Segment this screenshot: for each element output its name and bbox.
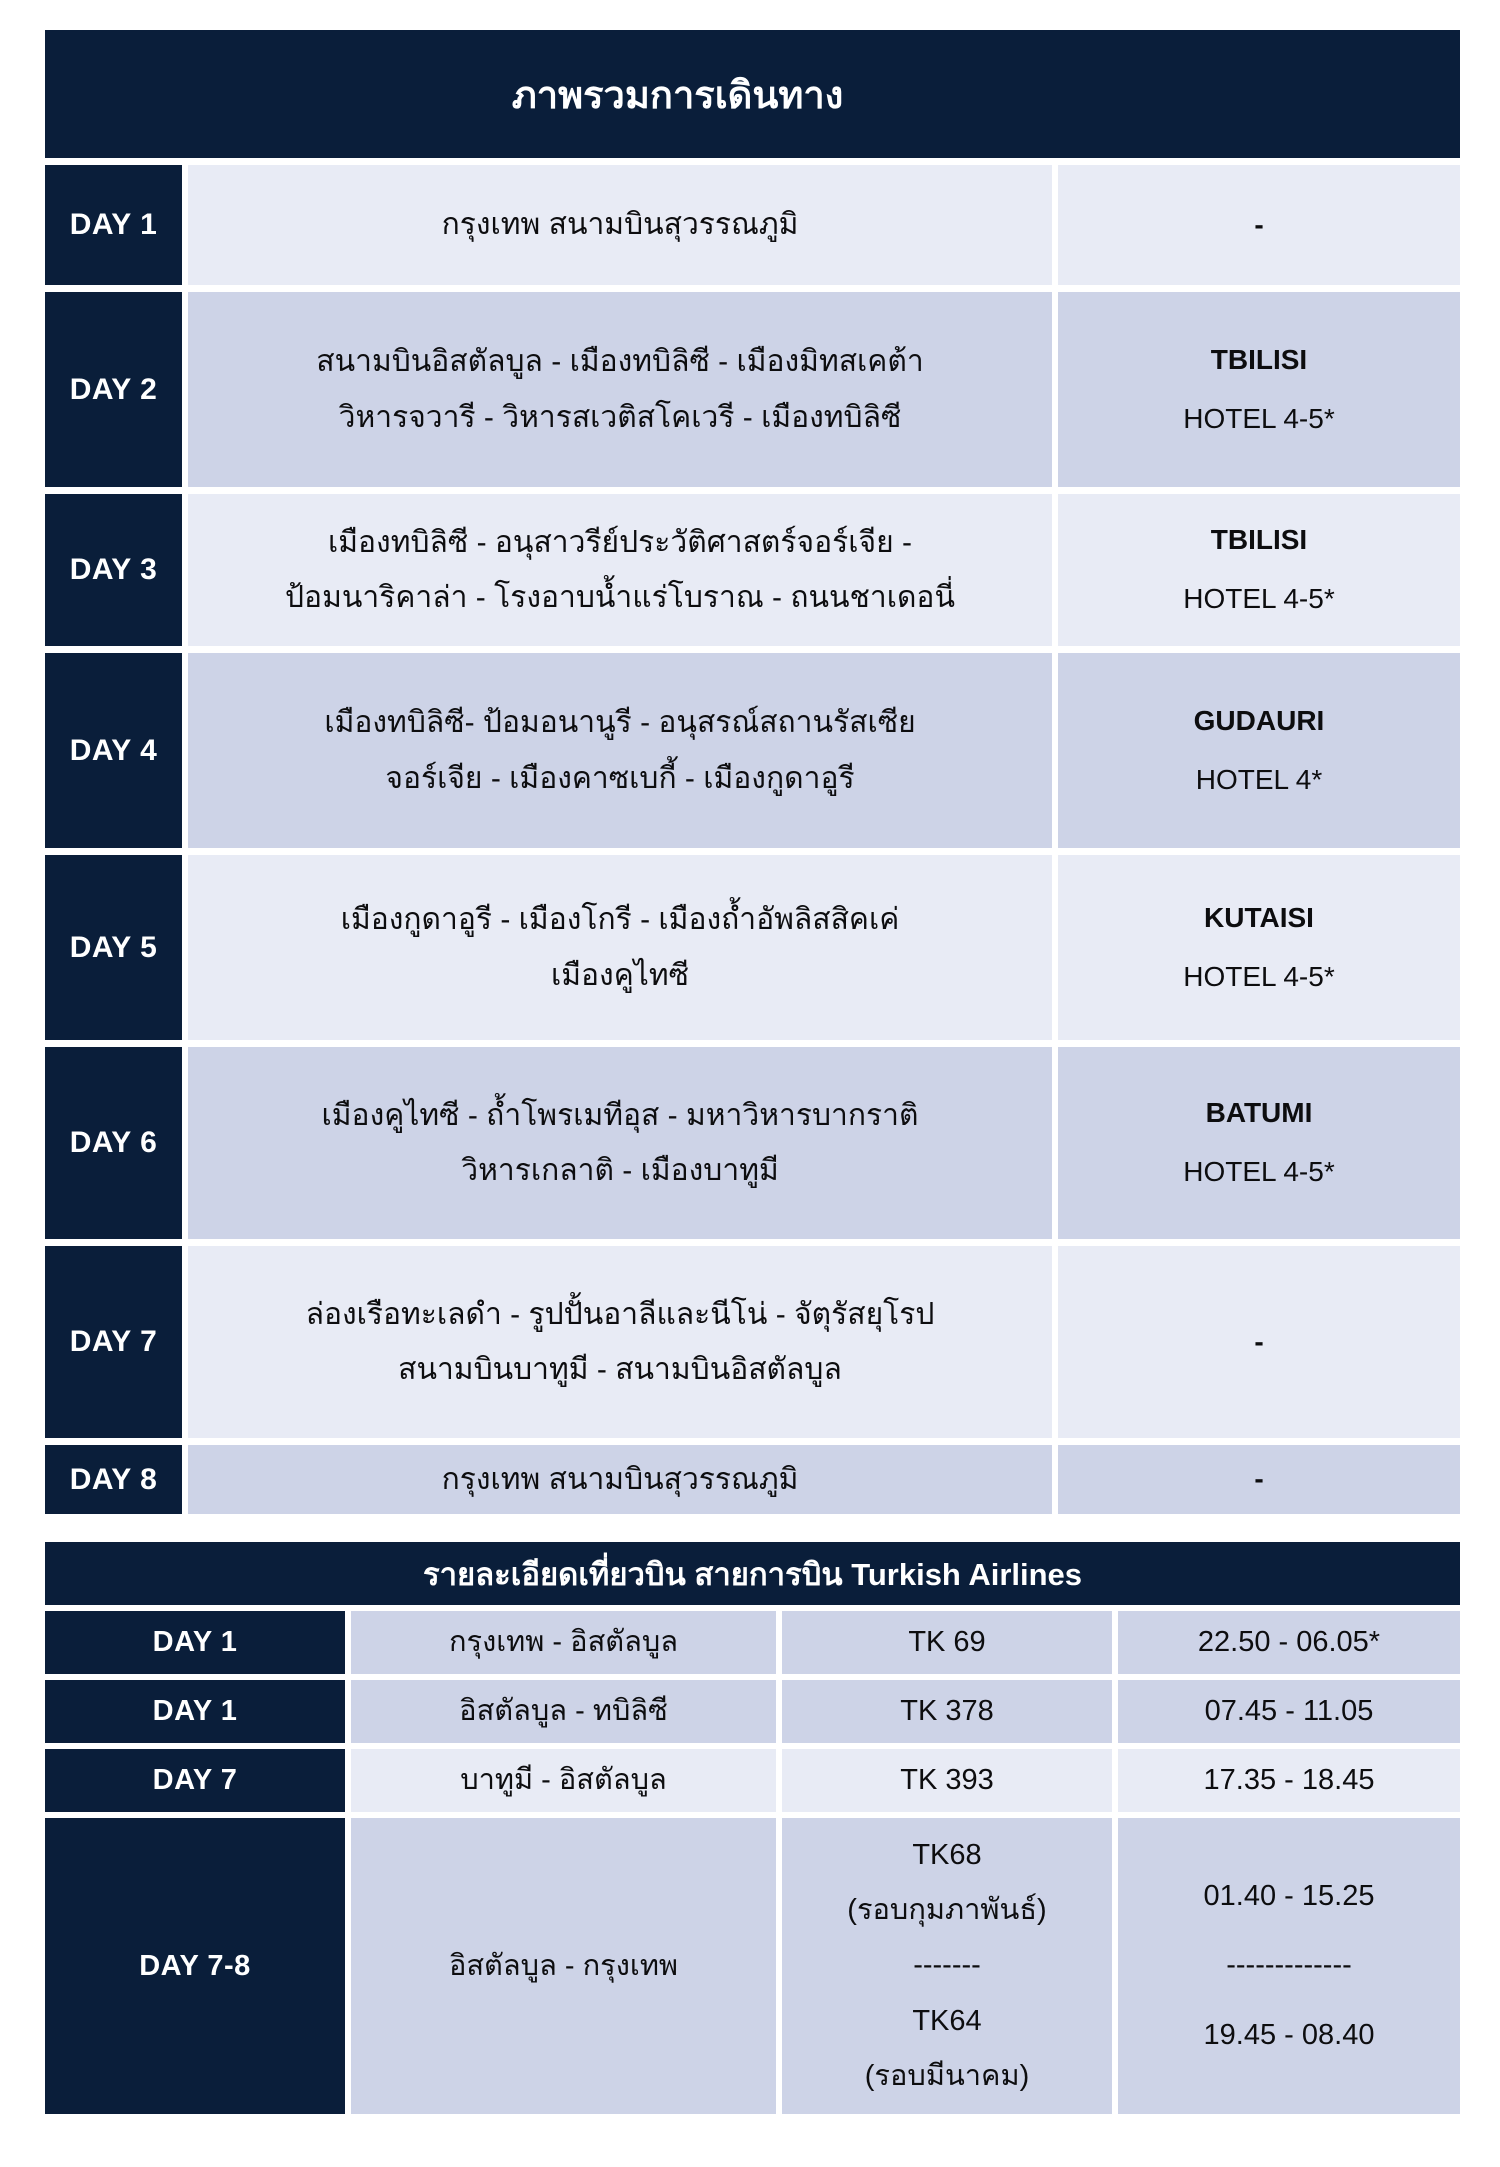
day-label: DAY 3 (69, 553, 158, 586)
itinerary-line-2: สนามบินบาทูมี - สนามบินอิสตัลบูล (398, 1353, 842, 1386)
flight-round-label: (รอบกุมภาพันธ์) (847, 1894, 1047, 1927)
flight-table (45, 1542, 1460, 2114)
route-cell: อิสตัลบูล - กรุงเทพ (351, 1818, 776, 2114)
day-label: DAY 1 (152, 1695, 238, 1727)
hotel-stars: HOTEL 4-5* (1183, 583, 1335, 614)
table-row (45, 1680, 1460, 1743)
day-cell (45, 1611, 345, 1674)
time-cell: 17.35 - 18.45 (1118, 1749, 1460, 1812)
hotel-cell (1058, 1246, 1460, 1438)
time-cell: 07.45 - 11.05 (1118, 1680, 1460, 1743)
route-cell: กรุงเทพ - อิสตัลบูล (351, 1611, 776, 1674)
time-line: 19.45 - 08.40 (1203, 2018, 1375, 2051)
hotel-name: BATUMI (1205, 1097, 1313, 1129)
hotel-stars: HOTEL 4-5* (1183, 960, 1335, 992)
flight-number-cell: TK 378 (782, 1680, 1112, 1743)
divider-dashes: ------- (913, 1949, 981, 1982)
table-row (45, 1246, 1460, 1438)
day-cell (45, 165, 182, 285)
route-cell: อิสตัลบูล - ทบิลิซี (351, 1680, 776, 1743)
hotel-cell (1058, 165, 1460, 285)
day-label: DAY 2 (69, 372, 158, 406)
hotel-name: KUTAISI (1204, 901, 1314, 933)
day-cell (45, 1680, 345, 1743)
day-cell (45, 855, 182, 1040)
table-row (45, 1047, 1460, 1239)
flight-table-title: รายละเอียดเที่ยวบิน สายการบิน Turkish Airlines (422, 1556, 1083, 1592)
flight-table-header (45, 1542, 1460, 1605)
table-row (45, 1818, 1460, 2114)
itinerary-cell (188, 165, 1052, 285)
table-row (45, 292, 1460, 487)
itinerary-line-1: เมืองทบิลิซี- ป้อมอนานูรี - อนุสรณ์สถานรัสเซีย (324, 706, 916, 739)
divider-dashes: ------------- (1226, 1949, 1352, 1982)
day-cell (45, 1445, 182, 1514)
flight-number-cell: TK 69 (782, 1611, 1112, 1674)
day-label: DAY 6 (69, 1126, 158, 1159)
itinerary-line-1: เมืองคูไทซี - ถ้ำโพรเมทีอุส - มหาวิหารบากราติ (321, 1098, 919, 1132)
flight-round-label: (รอบมีนาคม) (864, 2059, 1030, 2092)
time-cell (1118, 1818, 1460, 2114)
day-cell (45, 1246, 182, 1438)
day-cell (45, 653, 182, 848)
itinerary-cell (188, 855, 1052, 1040)
table-row (45, 165, 1460, 285)
hotel-cell (1058, 292, 1460, 487)
hotel-stars: HOTEL 4* (1195, 763, 1323, 795)
itinerary-line-1: กรุงเทพ สนามบินสุวรรณภูมิ (441, 1462, 799, 1496)
route-cell: บาทูมี - อิสตัลบูล (351, 1749, 776, 1812)
day-label: DAY 7 (152, 1764, 238, 1796)
overview-table-title: ภาพรวมการเดินทาง (511, 74, 844, 117)
itinerary-line-1: เมืองกูดาอูรี - เมืองโกรี - เมืองถ้ำอัพลิสสิคเค่ (340, 903, 900, 936)
itinerary-line-1: เมืองทบิลิซี - อนุสาวรีย์ประวัติศาสตร์จอร์เจีย - (328, 525, 912, 559)
hotel-name: - (1254, 1463, 1264, 1495)
hotel-name: TBILISI (1210, 343, 1308, 375)
itinerary-line-2: เมืองคูไทซี (551, 958, 689, 992)
itinerary-line-2: ป้อมนาริคาล่า - โรงอาบน้ำแร่โบราณ - ถนนชาเดอนี่ (285, 581, 955, 614)
time-cell: 22.50 - 06.05* (1118, 1611, 1460, 1674)
table-row (45, 1445, 1460, 1514)
hotel-cell (1058, 1047, 1460, 1239)
hotel-cell (1058, 653, 1460, 848)
table-row (45, 1611, 1460, 1674)
day-cell (45, 494, 182, 646)
day-label: DAY 4 (69, 733, 158, 767)
time-line: 01.40 - 15.25 (1203, 1879, 1375, 1912)
hotel-name: - (1254, 1325, 1264, 1357)
hotel-name: - (1254, 208, 1264, 240)
day-label: DAY 1 (152, 1626, 238, 1658)
day-label: DAY 5 (69, 930, 158, 964)
day-label: DAY 1 (69, 208, 158, 241)
itinerary-cell (188, 292, 1052, 487)
itinerary-cell (188, 1246, 1052, 1438)
hotel-cell (1058, 1445, 1460, 1514)
overview-table-header (45, 30, 1460, 158)
day-cell (45, 1749, 345, 1812)
itinerary-line-2: จอร์เจีย - เมืองคาซเบกี้ - เมืองกูดาอูรี (385, 761, 855, 795)
flight-number-line: TK68 (912, 1839, 982, 1872)
itinerary-cell (188, 494, 1052, 646)
hotel-name: TBILISI (1210, 524, 1308, 556)
itinerary-cell (188, 1445, 1052, 1514)
flight-number-cell: TK 393 (782, 1749, 1112, 1812)
flight-number-cell (782, 1818, 1112, 2114)
itinerary-line-1: ล่องเรือทะเลดำ - รูปปั้นอาลีและนีโน่ - จัตุรัสยุโรป (305, 1297, 935, 1331)
hotel-name: GUDAURI (1193, 704, 1325, 736)
flight-number-line: TK64 (912, 2004, 982, 2037)
itinerary-line-2: วิหารเกลาติ - เมืองบาทูมี (461, 1154, 779, 1187)
hotel-cell (1058, 494, 1460, 646)
itinerary-line-2: วิหารจวารี - วิหารสเวติสโคเวรี - เมืองทบิลิซี (338, 400, 902, 434)
day-label: DAY 7-8 (139, 1949, 251, 1982)
day-label: DAY 8 (69, 1462, 158, 1496)
table-row (45, 494, 1460, 646)
day-cell (45, 1818, 345, 2114)
hotel-stars: HOTEL 4-5* (1183, 402, 1335, 434)
itinerary-line-1: กรุงเทพ สนามบินสุวรรณภูมิ (441, 208, 799, 242)
itinerary-cell (188, 653, 1052, 848)
overview-table (45, 30, 1460, 1514)
day-cell (45, 1047, 182, 1239)
hotel-cell (1058, 855, 1460, 1040)
itinerary-line-1: สนามบินอิสตัลบูล - เมืองทบิลิซี - เมืองมิทสเคต้า (316, 345, 924, 378)
table-row (45, 855, 1460, 1040)
day-label: DAY 7 (69, 1325, 158, 1358)
day-cell (45, 292, 182, 487)
itinerary-cell (188, 1047, 1052, 1239)
hotel-stars: HOTEL 4-5* (1183, 1156, 1335, 1187)
table-row (45, 653, 1460, 848)
table-row (45, 1749, 1460, 1812)
